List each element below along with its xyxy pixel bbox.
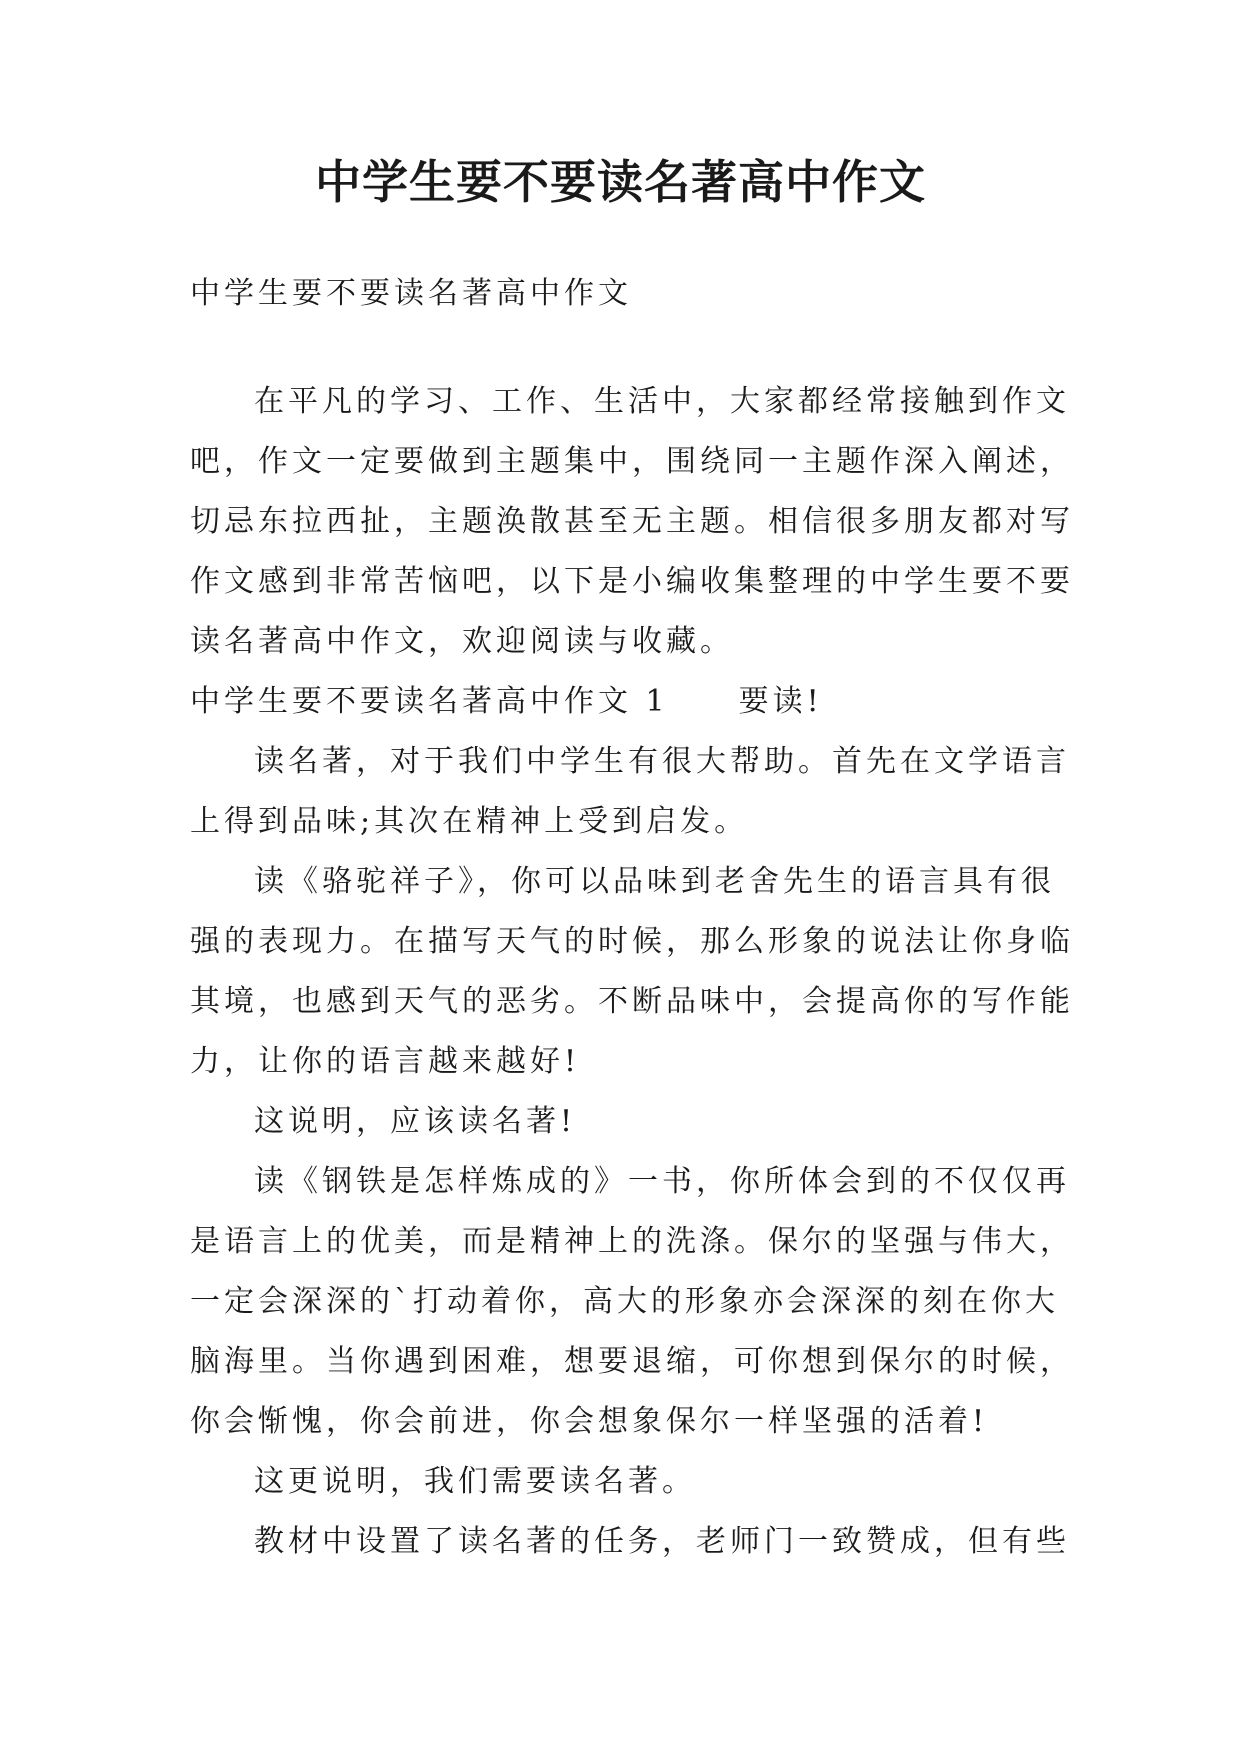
body-line: 一定会深深的`打动着你，高大的形象亦会深深的刻在你大 (190, 1284, 1059, 1319)
body-line: 强的表现力。在描写天气的时候，那么形象的说法让你身临 (190, 924, 1074, 959)
spacer (190, 324, 1070, 372)
document-title: 中学生要不要读名著高中作文 (315, 155, 926, 209)
body-line: 教材中设置了读名著的任务，老师门一致赞成，但有些 (254, 1524, 1070, 1559)
intro-line: 吧，作文一定要做到主题集中，围绕同一主题作深入阐述， (190, 444, 1074, 479)
body-line: 你会惭愧，你会前进，你会想象保尔一样坚强的活着! (190, 1404, 989, 1439)
body-line: 这更说明，我们需要读名著。 (254, 1464, 696, 1499)
body-line: 读《骆驼祥子》，你可以品味到老舍先生的语言具有很 (254, 864, 1055, 899)
document-body (190, 264, 1074, 1572)
intro-line: 切忌东拉西扯，主题涣散甚至无主题。相信很多朋友都对写 (190, 504, 1074, 539)
body-line: 脑海里。当你遇到困难，想要退缩，可你想到保尔的时候， (190, 1344, 1074, 1379)
intro-line: 作文感到非常苦恼吧，以下是小编收集整理的中学生要不要 (190, 564, 1074, 599)
section-heading (190, 672, 1070, 732)
body-line: 这说明，应该读名著! (254, 1104, 577, 1139)
intro-line: 在平凡的学习、工作、生活中，大家都经常接触到作文 (254, 384, 1070, 419)
body-line: 是语言上的优美，而是精神上的洗涤。保尔的坚强与伟大， (190, 1224, 1074, 1259)
section-heading-tail: 要读! (738, 684, 823, 719)
section-heading-label: 中学生要不要读名著高中作文 1 (190, 684, 669, 719)
body-line: 力，让你的语言越来越好! (190, 1044, 581, 1079)
body-line: 读名著，对于我们中学生有很大帮助。首先在文学语言 (254, 744, 1070, 779)
intro-line: 读名著高中作文，欢迎阅读与收藏。 (190, 624, 734, 659)
body-line: 读《钢铁是怎样炼成的》一书，你所体会到的不仅仅再 (254, 1164, 1070, 1199)
document-subtitle: 中学生要不要读名著高中作文 (190, 276, 632, 311)
body-line: 其境，也感到天气的恶劣。不断品味中，会提高你的写作能 (190, 984, 1074, 1019)
body-line: 上得到品味;其次在精神上受到启发。 (190, 804, 749, 839)
